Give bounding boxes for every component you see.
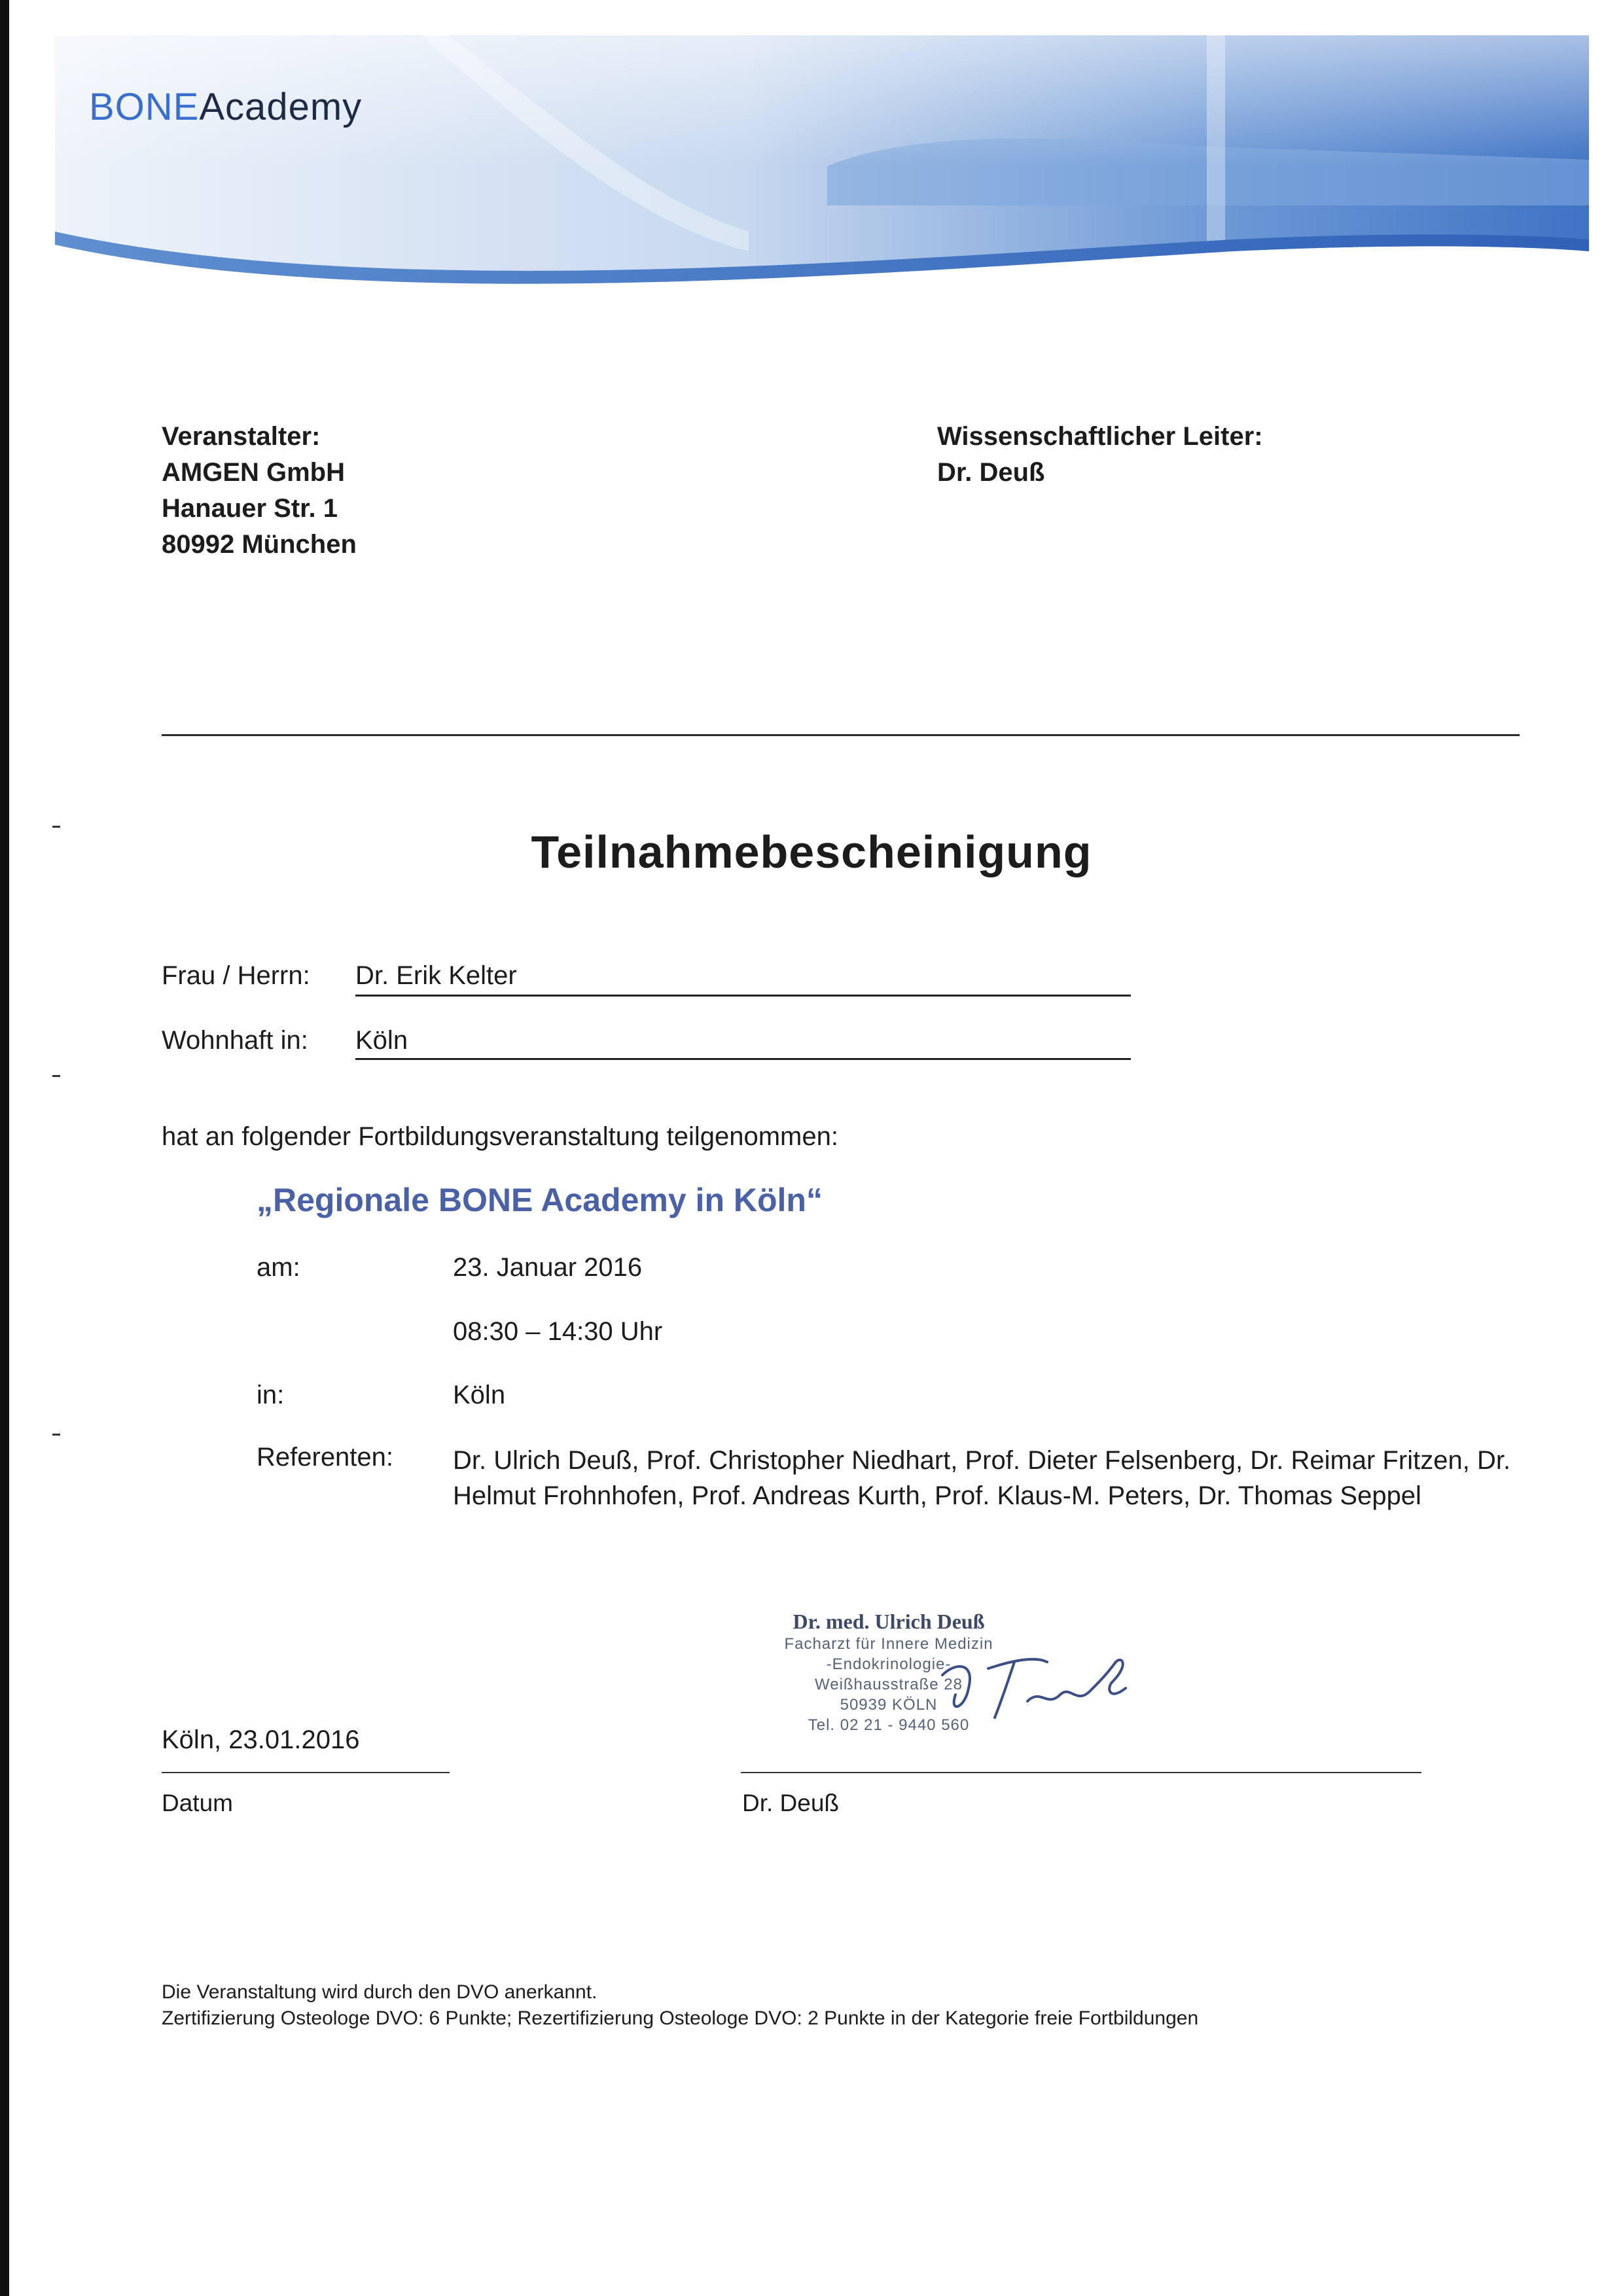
- residence-label: Wohnhaft in:: [162, 1026, 308, 1055]
- stamp-name: Dr. med. Ulrich Deuß: [793, 1610, 985, 1633]
- logo-text: [89, 88, 362, 126]
- logo-bone: BONE: [89, 86, 200, 128]
- footer-note: [162, 1979, 1198, 2032]
- time-value: 08:30 – 14:30 Uhr: [453, 1317, 663, 1346]
- date-caption: Datum: [162, 1790, 233, 1816]
- speakers-value: Dr. Ulrich Deuß, Prof. Christopher Niedhart, Prof. Dieter Felsenberg, Dr. Reimar Fritzen, Dr. Helmut Frohnhofen, Prof. Andreas Kurth, Prof. Klaus-M. Peters, Dr. Thomas Seppel: [453, 1446, 1511, 1510]
- scientific-lead-name: Dr. Deuß: [937, 458, 1045, 487]
- signer-caption: Dr. Deuß: [742, 1790, 840, 1816]
- organizer-block: [162, 419, 357, 563]
- stamp-line: 50939 KÖLN: [840, 1696, 938, 1714]
- document-title: Teilnahmebescheinigung: [531, 826, 1092, 877]
- name-label: Frau / Herrn:: [162, 961, 310, 990]
- stamp-line: Tel. 02 21 - 9440 560: [808, 1716, 970, 1734]
- place-value: Köln: [453, 1381, 506, 1409]
- name-value: Dr. Erik Kelter: [355, 961, 517, 990]
- margin-mark: [52, 1075, 60, 1077]
- logo: [89, 68, 362, 147]
- footer-line: Zertifizierung Osteologe DVO: 6 Punkte; Rezertifizierung Osteologe DVO: 2 Punkte in der Kategorie freie Fortbildungen: [162, 2007, 1199, 2029]
- handwritten-signature: [929, 1649, 1139, 1727]
- event-name: „Regionale BONE Academy in Köln“: [257, 1182, 823, 1218]
- organizer-street: Hanauer Str. 1: [162, 494, 338, 523]
- residence-value: Köln: [355, 1026, 408, 1055]
- organizer-city: 80992 München: [162, 530, 357, 559]
- name-underline: [355, 995, 1131, 997]
- place-date: Köln, 23.01.2016: [162, 1725, 360, 1754]
- header-banner: [55, 35, 1589, 315]
- speakers-label: Referenten:: [257, 1443, 394, 1472]
- residence-underline: [355, 1058, 1131, 1060]
- place-label: in:: [257, 1381, 285, 1409]
- date-signature-line: [162, 1772, 450, 1773]
- signer-signature-line: [741, 1772, 1421, 1773]
- scientific-lead-label: Wissenschaftlicher Leiter:: [937, 422, 1263, 451]
- scan-edge: [0, 0, 9, 2296]
- divider-line: [162, 734, 1520, 736]
- organizer-label: Veranstalter:: [162, 422, 321, 451]
- stamp-line: Facharzt für Innere Medizin: [784, 1635, 993, 1653]
- date-value: 23. Januar 2016: [453, 1253, 643, 1282]
- organizer-name: AMGEN GmbH: [162, 458, 345, 487]
- margin-mark: [52, 1434, 60, 1436]
- stamp-line: -Endokrinologie-: [826, 1655, 952, 1673]
- scientific-lead-block: [937, 419, 1263, 491]
- footer-line: Die Veranstaltung wird durch den DVO anerkannt.: [162, 1981, 597, 2003]
- logo-academy: Academy: [199, 86, 363, 128]
- intro-text: hat an folgender Fortbildungsveranstaltung teilgenommen:: [162, 1122, 838, 1151]
- stamp-line: Weißhausstraße 28: [815, 1676, 963, 1693]
- date-label: am:: [257, 1253, 300, 1282]
